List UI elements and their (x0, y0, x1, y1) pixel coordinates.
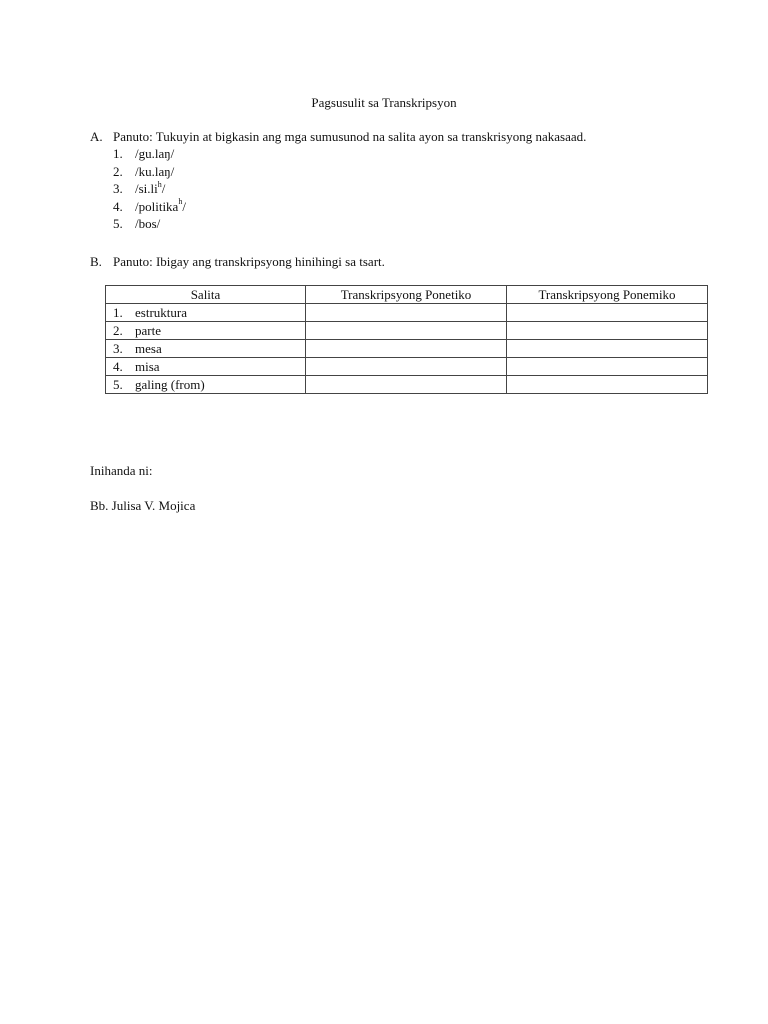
ponetiko-answer-cell[interactable] (306, 340, 507, 358)
ponemiko-answer-cell[interactable] (507, 340, 708, 358)
ponetiko-answer-cell[interactable] (306, 322, 507, 340)
table-header-row (106, 286, 708, 304)
instruction-text: Panuto: Ibigay ang transkripsyong hinihingi sa tsart. (113, 254, 385, 269)
ponetiko-answer-cell[interactable] (306, 376, 507, 394)
word-cell: 2. parte (106, 322, 306, 340)
table-row (106, 322, 708, 340)
ponemiko-answer-cell[interactable] (507, 376, 708, 394)
section-letter: A. (90, 129, 103, 144)
page-title: Pagsusulit sa Transkripsyon (311, 95, 457, 110)
prepared-by-name: Bb. Julisa V. Mojica (90, 498, 196, 513)
item-number: 1. (113, 146, 123, 161)
ponetiko-answer-cell[interactable] (306, 358, 507, 376)
transcription-list (90, 145, 586, 233)
instruction-b (90, 253, 385, 270)
header-ponetiko: Transkripsyong Ponetiko (306, 286, 507, 304)
word-cell: 5. galing (from) (106, 376, 306, 394)
list-item (113, 180, 586, 198)
ponemiko-answer-cell[interactable] (507, 358, 708, 376)
word-cell: 3. mesa (106, 340, 306, 358)
list-item (113, 145, 586, 163)
instruction-a (90, 128, 586, 145)
item-number: 3. (113, 181, 123, 196)
item-transcription: /bos/ (135, 216, 161, 231)
table-row (106, 340, 708, 358)
item-number: 2. (113, 163, 123, 179)
word-cell: 4. misa (106, 358, 306, 376)
word-cell: 1. estruktura (106, 304, 306, 322)
ponemiko-answer-cell[interactable] (507, 304, 708, 322)
table-row (106, 376, 708, 394)
prepared-by-label: Inihanda ni: (90, 463, 153, 478)
item-number: 4. (113, 198, 123, 214)
instruction-text: Panuto: Tukuyin at bigkasin ang mga sumusunod na salita ayon sa transkrisyong nakasaad. (113, 129, 587, 144)
transcription-table (105, 285, 708, 394)
section-b (90, 253, 385, 270)
ponemiko-answer-cell[interactable] (507, 322, 708, 340)
list-item (113, 215, 586, 233)
item-transcription: /gu.laŋ/ (135, 146, 175, 161)
item-number: 5. (113, 216, 123, 231)
header-ponemiko: Transkripsyong Ponemiko (507, 286, 708, 304)
item-transcription: $/si.li^h/$ (135, 179, 166, 196)
table-row (106, 358, 708, 376)
section-letter: B. (90, 254, 102, 269)
item-transcription: /politika$^h$/ (135, 197, 186, 214)
table-row (106, 304, 708, 322)
list-item (113, 163, 586, 181)
ponetiko-answer-cell[interactable] (306, 304, 507, 322)
header-salita: Salita (106, 286, 306, 304)
list-item (113, 198, 586, 216)
section-a (90, 128, 586, 233)
item-transcription: /ku.laŋ/ (135, 163, 175, 179)
